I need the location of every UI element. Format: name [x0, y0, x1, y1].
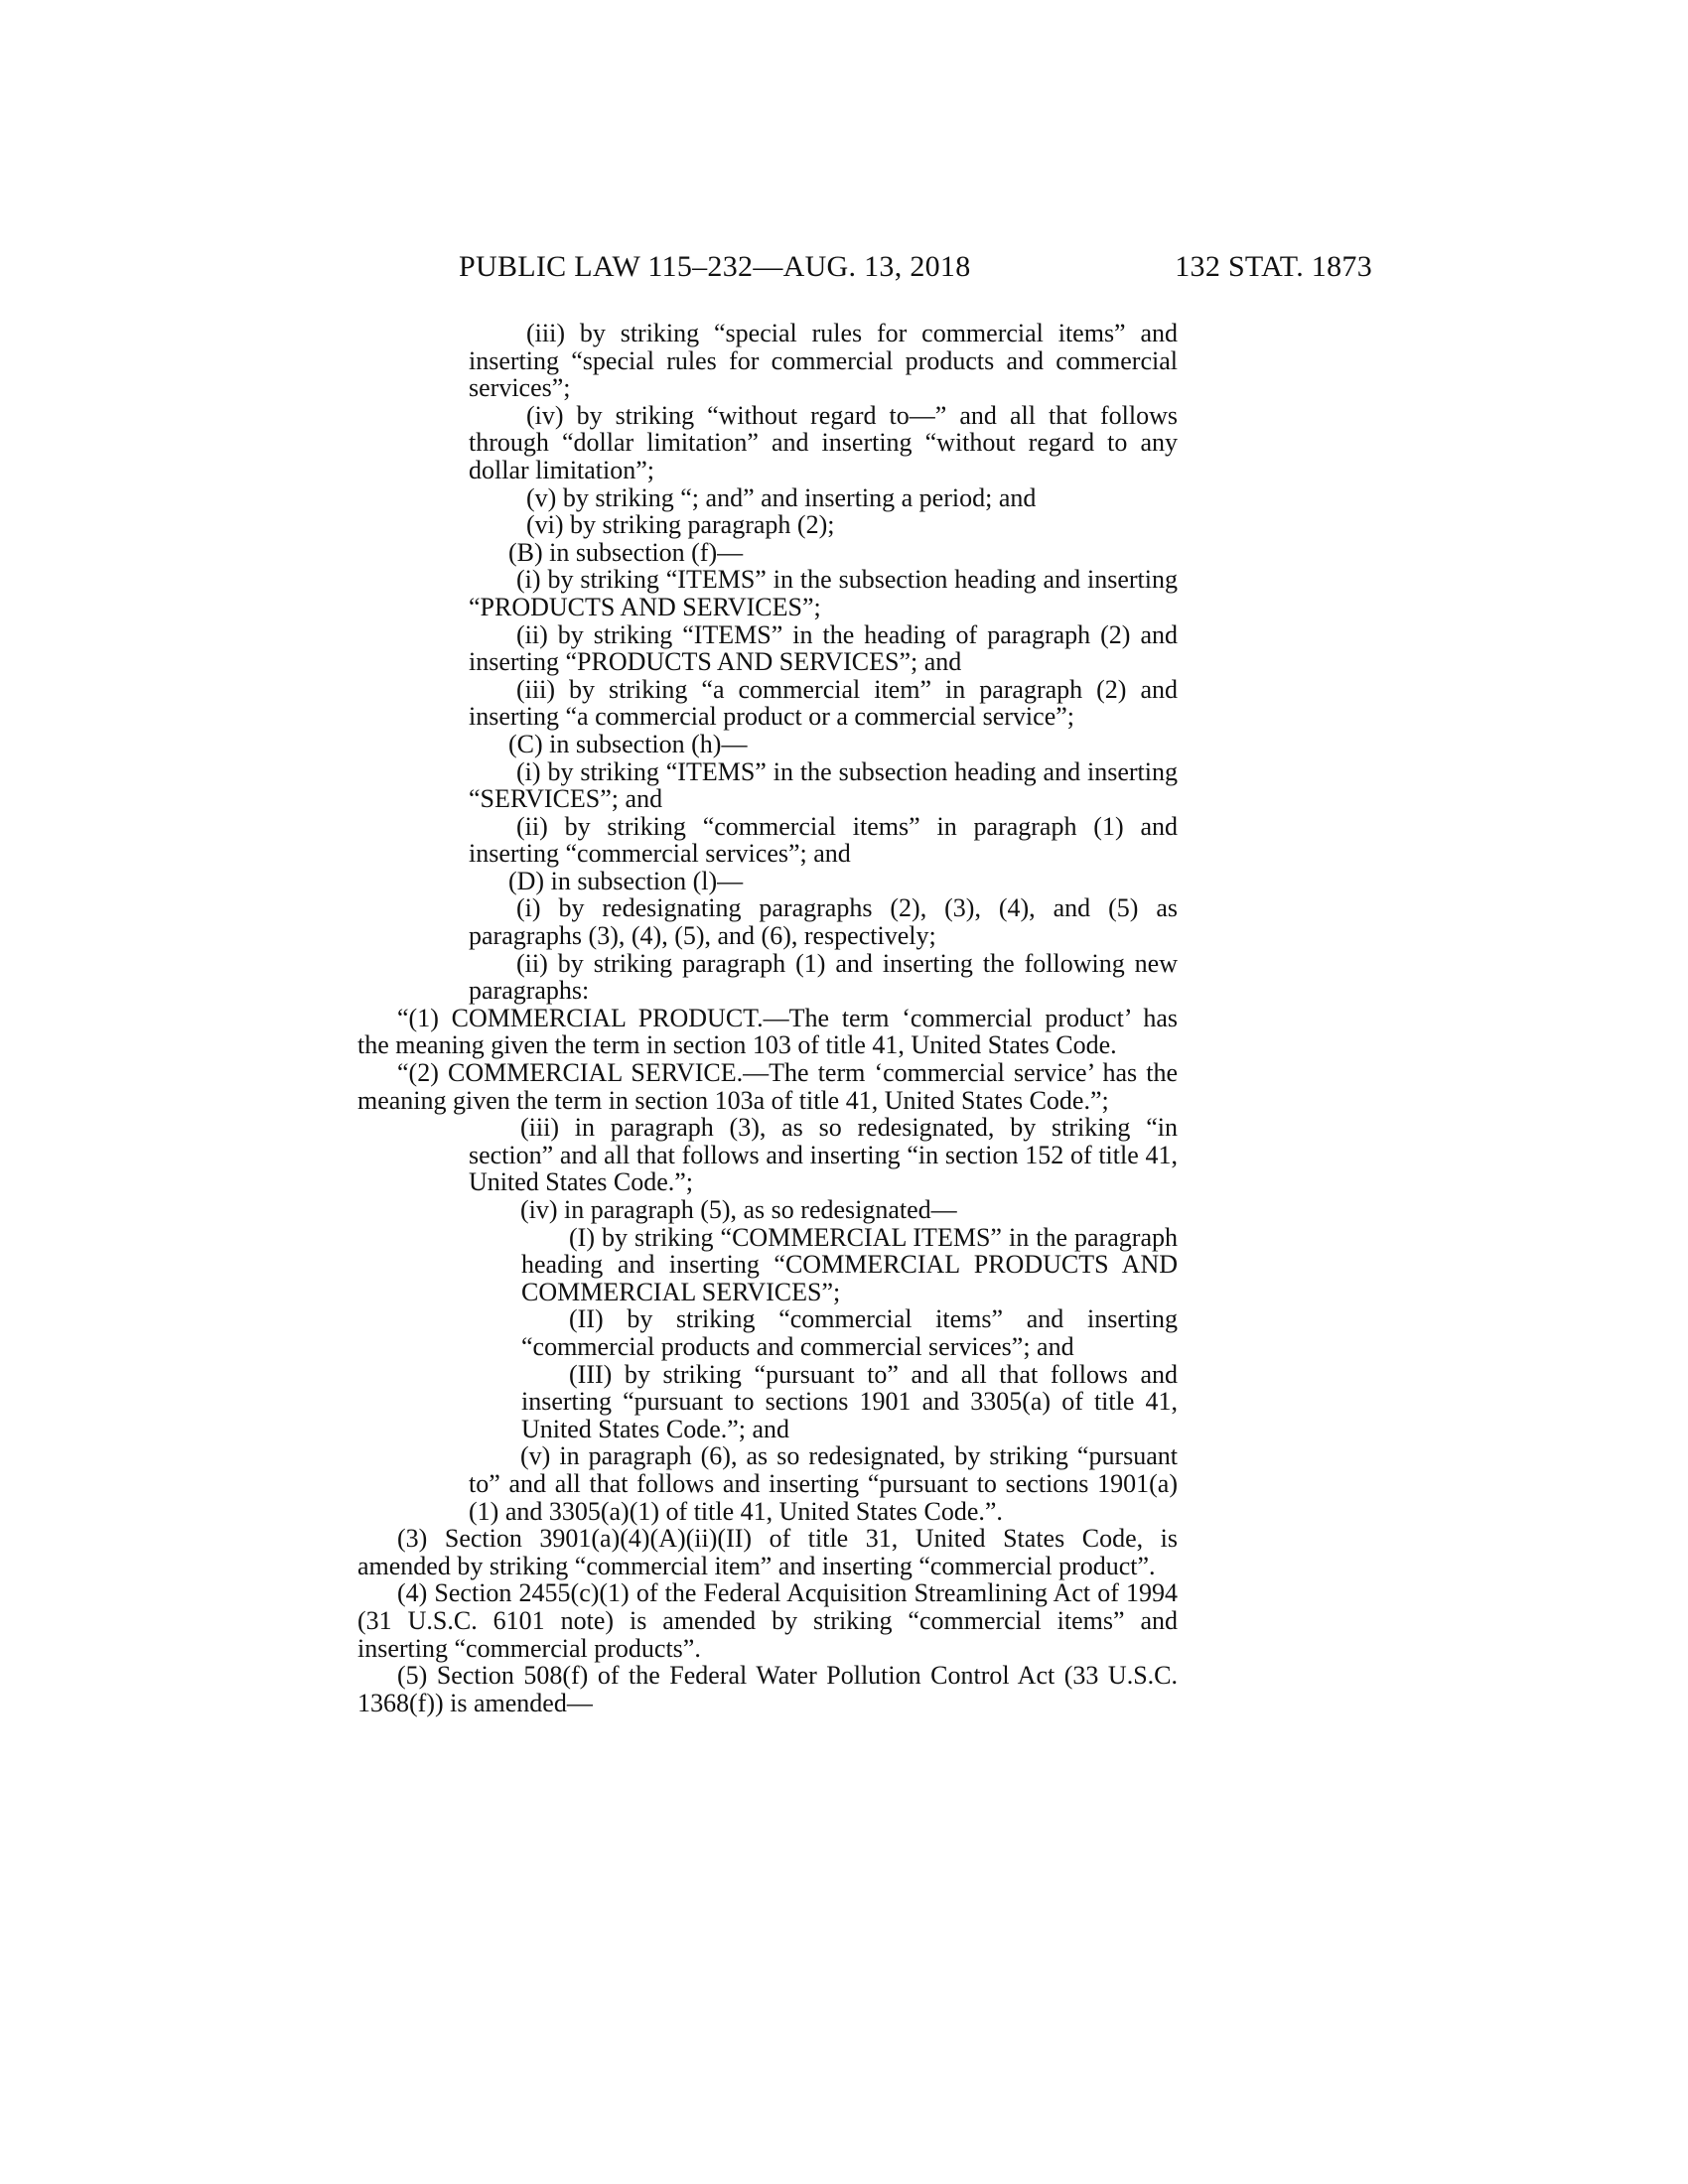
subparagraph-d-subsection-l: (D) in subsection (l)—: [508, 866, 744, 895]
statute-page-number: 132 STAT. 1873: [1175, 250, 1372, 283]
quoted-commercial-product: “(1) COMMERCIAL PRODUCT.—The term ‘commercial product’ has the meaning given the term in section 103 of title 41, United States Code.: [357, 1003, 1178, 1060]
clause-v-paragraph-6: (v) in paragraph (6), as so redesignated, by striking “pursuant to” and all that follows and inserting “pursuant to sections 1901(a)(1) and 3305(a)(1) of title 41, United States Code.”.: [469, 1441, 1178, 1526]
subclause-I-commercial-items: (I) by striking “COMMERCIAL ITEMS” in the paragraph heading and inserting “COMMERCIAL PRODUCTS AND COMMERCIAL SERVICES”;: [521, 1222, 1178, 1306]
clause-vi-paragraph-2: (vi) by striking paragraph (2);: [526, 510, 835, 540]
clause-ii-commercial-services: (ii) by striking “commercial items” in paragraph (1) and inserting “commercial services”; and: [469, 811, 1178, 869]
clause-iv-dollar-limitation: (iv) by striking “without regard to—” and all that follows through “dollar limitation” and inserting “without regard to any dollar limitation”;: [469, 400, 1178, 484]
subparagraph-b-subsection-f: (B) in subsection (f)—: [508, 537, 744, 567]
clause-v-period: (v) by striking “; and” and inserting a period; and: [526, 482, 1037, 512]
subparagraph-c-subsection-h: (C) in subsection (h)—: [508, 729, 748, 758]
clause-iii-special-rules: (iii) by striking “special rules for commercial items” and inserting “special rules for commercial products and commercial services”;: [469, 319, 1178, 403]
clause-iii-commercial-item: (iii) by striking “a commercial item” in paragraph (2) and inserting “a commercial product or a commercial service”;: [469, 674, 1178, 732]
subclause-III-pursuant-to: (III) by striking “pursuant to” and all that follows and inserting “pursuant to sections 1901 and 3305(a) of title 41, United States Code.”; and: [521, 1359, 1178, 1443]
clause-iii-paragraph-3: (iii) in paragraph (3), as so redesignated, by striking “in section” and all that follows and inserting “in section 152 of title 41, United States Code.”;: [469, 1113, 1178, 1197]
clause-i-subsection-heading: (i) by striking “ITEMS” in the subsection heading and inserting “PRODUCTS AND SERVICES”;: [469, 565, 1178, 621]
clause-iv-paragraph-5: (iv) in paragraph (5), as so redesignated—: [520, 1195, 957, 1224]
paragraph-4-section-2455: (4) Section 2455(c)(1) of the Federal Acquisition Streamlining Act of 1994 (31 U.S.C. 6101 note) is amended by striking “commercial items” and inserting “commercial products”.: [357, 1578, 1178, 1663]
running-head-title: PUBLIC LAW 115–232—AUG. 13, 2018: [459, 250, 971, 283]
paragraph-5-section-508: (5) Section 508(f) of the Federal Water Pollution Control Act (33 U.S.C. 1368(f)) is amended—: [357, 1661, 1178, 1717]
quoted-commercial-service: “(2) COMMERCIAL SERVICE.—The term ‘commercial service’ has the meaning given the term in section 103a of title 41, United States Code.”;: [357, 1058, 1178, 1115]
document-body: [357, 320, 1178, 1716]
clause-ii-new-paragraphs: (ii) by striking paragraph (1) and inserting the following new paragraphs:: [469, 948, 1178, 1006]
clause-i-services-heading: (i) by striking “ITEMS” in the subsection heading and inserting “SERVICES”; and: [469, 756, 1178, 814]
page-header: [459, 250, 1372, 290]
clause-ii-heading-paragraph-2: (ii) by striking “ITEMS” in the heading of paragraph (2) and inserting “PRODUCTS AND SERVICES”; and: [469, 619, 1178, 677]
subclause-II-commercial-items: (II) by striking “commercial items” and inserting “commercial products and commercial services”; and: [521, 1304, 1178, 1361]
clause-i-redesignating: (i) by redesignating paragraphs (2), (3), (4), and (5) as paragraphs (3), (4), (5), and (6), respectively;: [469, 893, 1178, 951]
paragraph-3-section-3901: (3) Section 3901(a)(4)(A)(ii)(II) of title 31, United States Code, is amended by striking “commercial item” and inserting “commercial product”.: [357, 1524, 1178, 1580]
